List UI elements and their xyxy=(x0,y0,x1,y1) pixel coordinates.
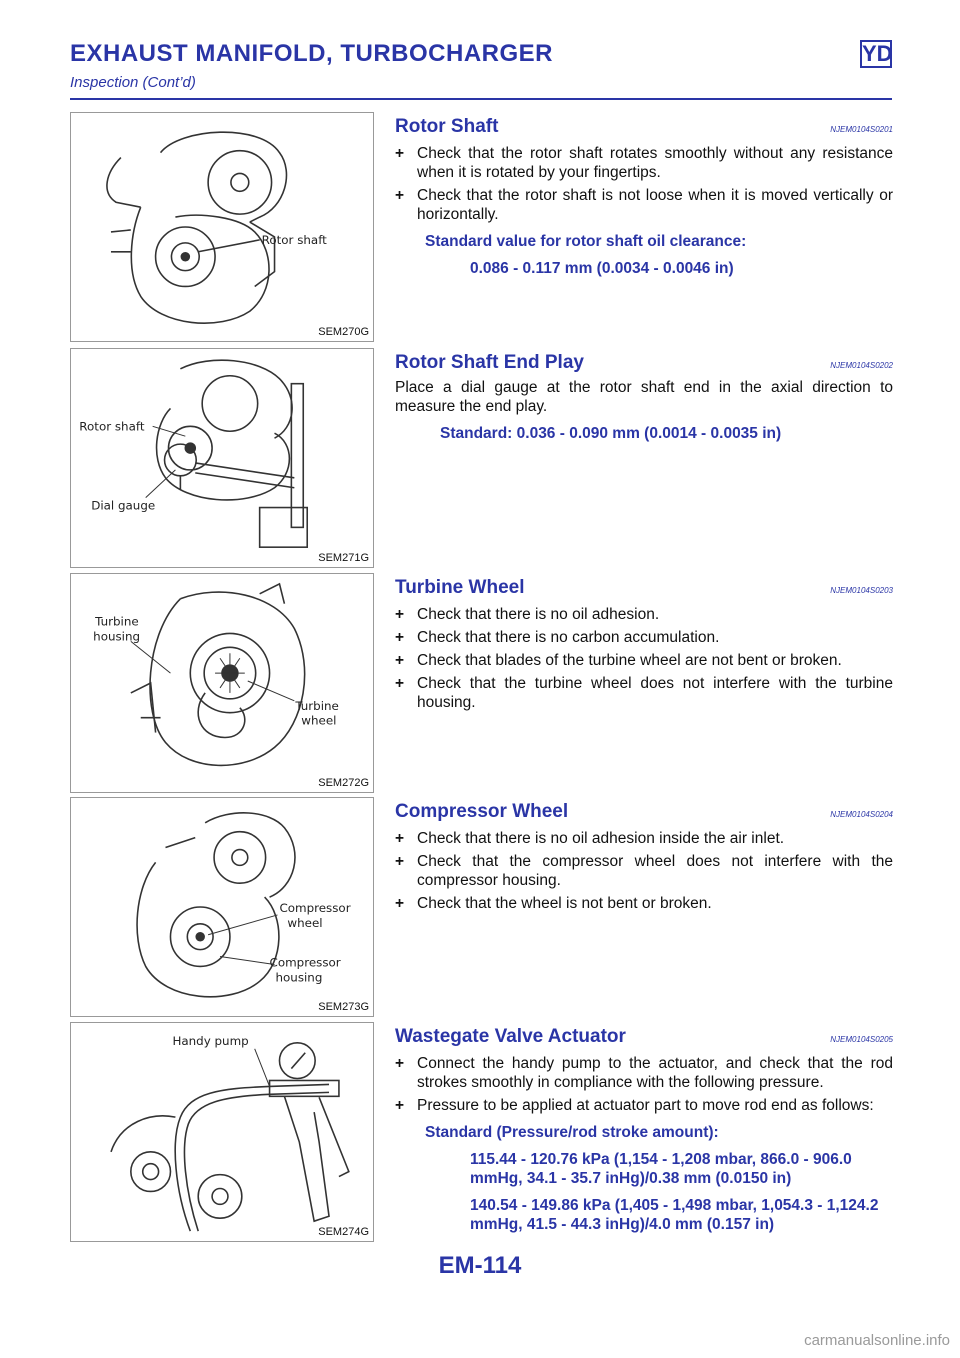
list-item: + Connect the handy pump to the actuator, and check that the rod strokes smoothly in compliance with the following pressure. xyxy=(395,1055,893,1091)
figure-label: Compressor xyxy=(279,900,351,915)
list-item: + Check that the turbine wheel does not interfere with the turbine housing. xyxy=(395,675,893,711)
bullet-list xyxy=(395,829,893,913)
figure-code: SEM273G xyxy=(318,1001,369,1013)
handy-pump-illustration xyxy=(71,1023,373,1241)
bullet-mark: + xyxy=(395,606,405,623)
bullet-mark: + xyxy=(395,629,405,646)
spec-label: Standard value for rotor shaft oil clearance: xyxy=(425,233,747,250)
bullet-mark: + xyxy=(395,1097,405,1114)
section-title: Compressor Wheel xyxy=(395,801,569,822)
figure-label: wheel xyxy=(287,915,323,930)
list-item: + Check that blades of the turbine wheel are not bent or broken. xyxy=(395,652,842,669)
section-rotor-end-play xyxy=(395,352,893,443)
figure-turbine-wheel xyxy=(70,573,374,793)
figure-code: SEM272G xyxy=(318,777,369,789)
figure-label: housing xyxy=(93,629,141,644)
figure-label: Compressor xyxy=(269,955,341,970)
section-turbine-wheel xyxy=(395,577,893,712)
list-item: + Check that there is no oil adhesion. xyxy=(395,606,660,623)
list-item: + Check that the rotor shaft is not loose when it is moved vertically or horizontally. xyxy=(395,187,893,223)
rotor-shaft-illustration xyxy=(71,113,373,341)
bullet-mark: + xyxy=(395,187,405,204)
spec-value: 140.54 - 149.86 kPa (1,405 - 1,498 mbar, 1,054.3 - 1,124.2 mmHg, 41.5 - 44.3 inHg)/4.0 mm (0.157 in) xyxy=(470,1197,879,1233)
figure-rotor-shaft xyxy=(70,112,374,342)
section-code: NJEM0104S0203 xyxy=(830,586,893,595)
figure-code: SEM270G xyxy=(318,326,369,338)
section-code: NJEM0104S0202 xyxy=(830,361,893,370)
figure-rotor-end-play xyxy=(70,348,374,568)
section-paragraph: Place a dial gauge at the rotor shaft end in the axial direction to measure the end play. xyxy=(395,379,893,415)
bullet-mark: + xyxy=(395,830,405,847)
list-item: + Check that there is no carbon accumulation. xyxy=(395,629,720,646)
section-compressor-wheel xyxy=(395,801,893,913)
figure-label: Turbine xyxy=(295,698,339,713)
section-title: Rotor Shaft End Play xyxy=(395,352,584,373)
compressor-illustration xyxy=(71,798,373,1016)
engine-badge: YD xyxy=(862,41,893,66)
list-item: + Check that the compressor wheel does not interfere with the compressor housing. xyxy=(395,853,893,889)
bullet-list xyxy=(395,605,893,712)
spec-label: Standard (Pressure/rod stroke amount): xyxy=(425,1124,719,1141)
section-title: Rotor Shaft xyxy=(395,116,499,137)
page-number: EM-114 xyxy=(438,1252,522,1279)
spec-value: 115.44 - 120.76 kPa (1,154 - 1,208 mbar, 866.0 - 906.0 mmHg, 34.1 - 35.7 inHg)/0.38 mm (0.0150 in) xyxy=(470,1151,852,1187)
list-item: + Pressure to be applied at actuator part to move rod end as follows: xyxy=(395,1097,874,1114)
bullet-mark: + xyxy=(395,675,405,692)
figure-label: Rotor shaft xyxy=(79,419,145,434)
section-rotor-shaft xyxy=(395,116,893,278)
page-title: EXHAUST MANIFOLD, TURBOCHARGER xyxy=(70,40,553,67)
list-item: + Check that there is no oil adhesion inside the air inlet. xyxy=(395,830,785,847)
figure-compressor-wheel xyxy=(70,797,374,1017)
bullet-list xyxy=(395,144,893,224)
figure-label: Handy pump xyxy=(172,1033,249,1048)
list-item: + Check that the rotor shaft rotates smoothly without any resistance when it is rotated by your fingertips. xyxy=(395,145,893,181)
figure-label: housing xyxy=(275,970,323,985)
figure-label: wheel xyxy=(301,713,337,728)
header-rule xyxy=(70,98,892,100)
bullet-mark: + xyxy=(395,145,405,162)
figure-label: Rotor shaft xyxy=(261,232,327,247)
bullet-mark: + xyxy=(395,1055,405,1072)
bullet-mark: + xyxy=(395,895,405,912)
section-title: Turbine Wheel xyxy=(395,577,525,598)
figure-code: SEM274G xyxy=(318,1226,369,1238)
figure-wastegate xyxy=(70,1022,374,1242)
section-wastegate-actuator xyxy=(395,1026,893,1234)
dial-gauge-illustration xyxy=(71,349,373,567)
figure-label: Dial gauge xyxy=(91,498,156,513)
section-code: NJEM0104S0204 xyxy=(830,810,893,819)
bullet-list xyxy=(395,1054,893,1115)
page-subtitle: Inspection (Cont’d) xyxy=(70,74,196,91)
figure-label: Turbine xyxy=(95,614,139,629)
list-item: + Check that the wheel is not bent or broken. xyxy=(395,895,712,912)
bullet-mark: + xyxy=(395,853,405,870)
watermark: carmanualsonline.info xyxy=(804,1332,950,1349)
section-code: NJEM0104S0201 xyxy=(830,125,893,134)
spec-label: Standard: 0.036 - 0.090 mm (0.0014 - 0.0035 in) xyxy=(440,425,782,442)
bullet-mark: + xyxy=(395,652,405,669)
figure-code: SEM271G xyxy=(318,552,369,564)
section-code: NJEM0104S0205 xyxy=(830,1035,893,1044)
turbine-illustration xyxy=(71,574,373,792)
spec-value: 0.086 - 0.117 mm (0.0034 - 0.0046 in) xyxy=(470,260,734,277)
section-title: Wastegate Valve Actuator xyxy=(395,1026,626,1047)
